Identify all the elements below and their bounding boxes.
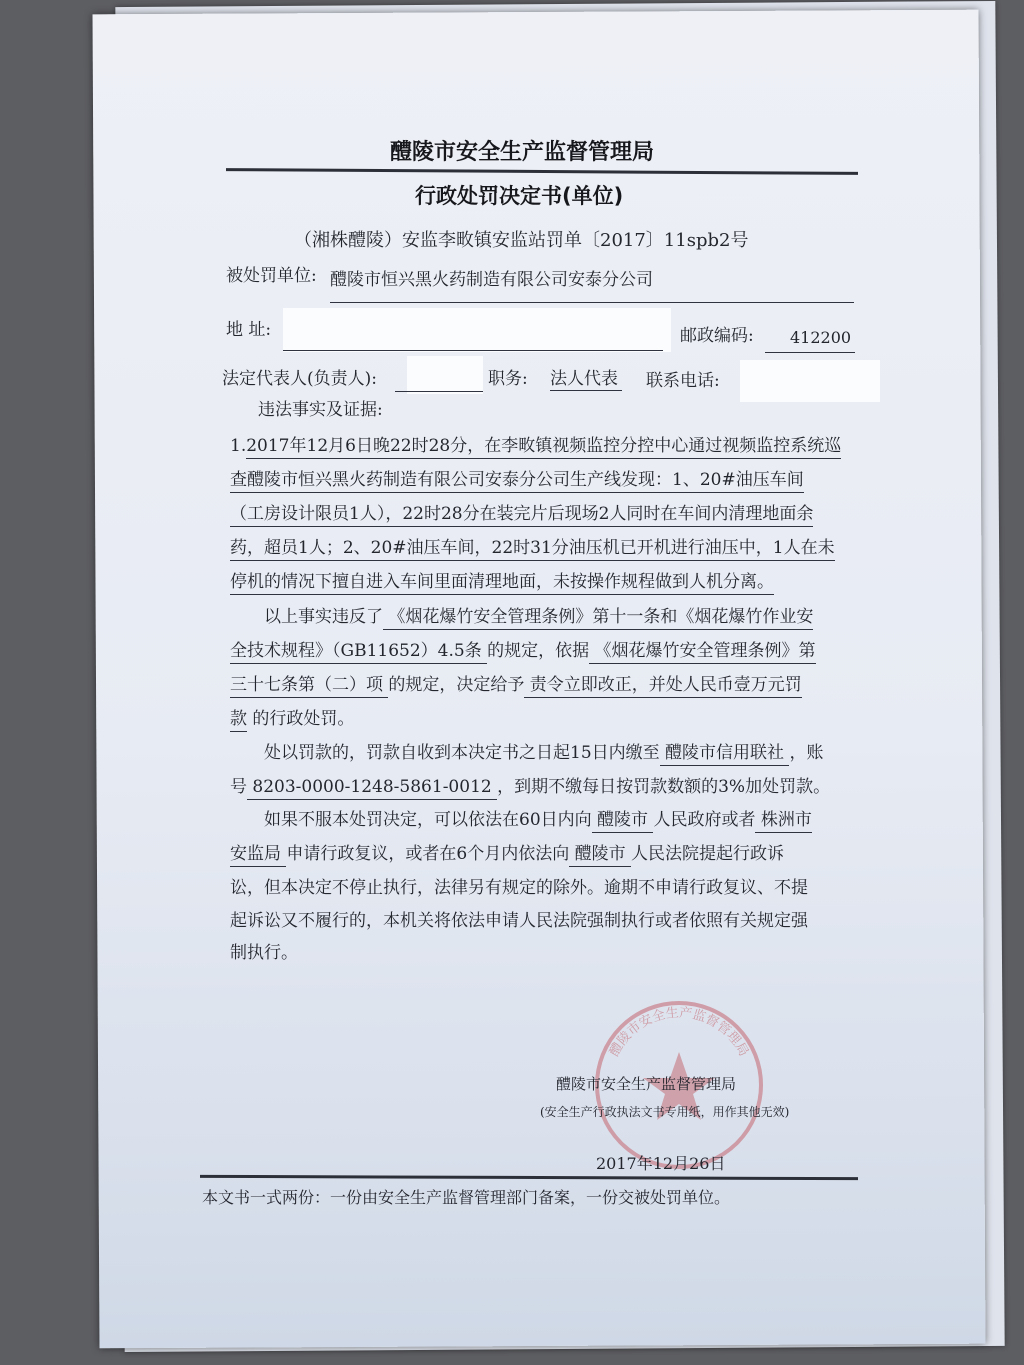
body-text: 的行政处罚。 <box>247 709 355 729</box>
body-text: 处以罚款的，罚款自收到本决定书之日起15日内缴至 <box>230 743 660 763</box>
body-text: 起诉讼又不履行的，本机关将依法申请人民法院强制执行或者依照有关规定强 <box>230 911 808 931</box>
filled-field: 醴陵市 <box>569 844 631 867</box>
postcode-underline <box>765 352 855 353</box>
body-text: 号 <box>230 777 247 797</box>
filled-field: 2017年12月6日晚22时28分，在李畋镇视频监控分控中心通过视频监控系统巡 <box>246 436 841 459</box>
redacted-phone <box>740 360 880 402</box>
body-line <box>230 711 354 728</box>
body-line <box>230 945 298 962</box>
signature-agency: 醴陵市安全生产监督管理局 <box>556 1075 737 1093</box>
footer-note: 本文书一式两份：一份由安全生产监督管理部门备案，一份交被处罚单位。 <box>202 1188 731 1207</box>
body-line <box>230 677 802 694</box>
filled-field: 查醴陵市恒兴黑火药制造有限公司安泰分公司生产线发现：1、20#油压车间 <box>230 470 804 493</box>
stamp-lettering: 醴陵市安全生产监督管理局 <box>607 1005 751 1060</box>
filled-field: 药，超员1人；2、20#油压车间，22时31分油压机已开机进行油压中，1人在未 <box>230 538 835 561</box>
facts-heading: 违法事实及证据: <box>258 400 383 420</box>
representative-underline <box>395 391 483 392</box>
body-line <box>230 779 830 796</box>
body-line <box>230 574 774 591</box>
position-value: 法人代表 <box>550 371 622 391</box>
filled-field: 安监局 <box>230 844 286 867</box>
body-text: ，账 <box>789 743 824 763</box>
body-line <box>230 438 841 455</box>
address-label: 地 址: <box>226 320 272 340</box>
filled-field: 醴陵市 <box>592 810 654 833</box>
body-line <box>230 745 823 762</box>
filled-field: （工房设计限员1人），22时28分在装完片后现场2人同时在车间内清理地面余 <box>230 504 813 527</box>
body-line <box>230 880 808 897</box>
document-title: 行政处罚决定书(单位) <box>415 184 624 208</box>
signature-date: 2017年12月26日 <box>596 1154 726 1173</box>
postcode-value: 412200 <box>790 328 852 347</box>
unit-underline <box>330 302 854 303</box>
filled-field: 停机的情况下擅自进入车间里面清理地面，未按操作规程做到人机分离。 <box>230 572 774 595</box>
body-text: 制执行。 <box>230 943 298 963</box>
document-number: （湘株醴陵）安监李畋镇安监站罚单〔2017〕11spb2号 <box>294 230 749 251</box>
filled-field: 全技术规程》（GB11652）4.5条 <box>230 641 487 664</box>
agency-header: 醴陵市安全生产监督管理局 <box>390 140 655 165</box>
body-line <box>230 643 816 660</box>
unit-label: 被处罚单位: <box>226 266 317 286</box>
body-text: 的规定，决定给予 <box>388 675 525 695</box>
body-text: 人民法院提起行政诉 <box>631 844 785 864</box>
position-label: 职务: <box>488 369 528 389</box>
unit-value: 醴陵市恒兴黑火药制造有限公司安泰分公司 <box>330 270 653 290</box>
filled-field: 《烟花爆竹安全管理条例》第 <box>589 641 815 664</box>
address-underline <box>283 350 663 351</box>
representative-label: 法定代表人(负责人): <box>222 369 377 389</box>
redacted-representative <box>407 356 483 394</box>
redacted-address <box>283 308 671 352</box>
body-line <box>230 472 804 489</box>
filled-field: 责令立即改正，并处人民币壹万元罚 <box>524 675 801 698</box>
filled-field: 款 <box>230 709 247 732</box>
body-text: 1. <box>230 436 247 456</box>
filled-field: 三十七条第（二）项 <box>230 675 388 698</box>
postcode-label: 邮政编码: <box>680 326 754 346</box>
phone-label: 联系电话: <box>646 371 720 391</box>
body-line <box>230 846 784 863</box>
body-line <box>230 540 835 557</box>
body-line <box>230 913 808 930</box>
body-line <box>230 506 813 523</box>
filled-field: 醴陵市信用联社 <box>660 743 790 766</box>
body-text: 人民政府或者 <box>653 810 756 830</box>
body-text: ，到期不缴每日按罚款数额的3%加处罚款。 <box>497 777 831 797</box>
filled-field: 株洲市 <box>755 810 811 833</box>
signature-note: (安全生产行政执法文书专用纸，用作其他无效) <box>540 1105 790 1119</box>
body-line <box>230 609 813 626</box>
body-text: 的规定，依据 <box>487 641 590 661</box>
body-line <box>230 812 812 829</box>
body-text: 讼，但本决定不停止执行，法律另有规定的除外。逾期不申请行政复议、不提 <box>230 878 808 898</box>
filled-field: 8203-0000-1248-5861-0012 <box>247 777 497 800</box>
body-text: 如果不服本处罚决定，可以依法在60日内向 <box>230 810 592 830</box>
body-text: 申请行政复议，或者在6个月内依法向 <box>286 844 570 864</box>
filled-field: 《烟花爆竹安全管理条例》第十一条和《烟花爆竹作业安 <box>383 607 813 630</box>
body-text: 以上事实违反了 <box>230 607 383 627</box>
